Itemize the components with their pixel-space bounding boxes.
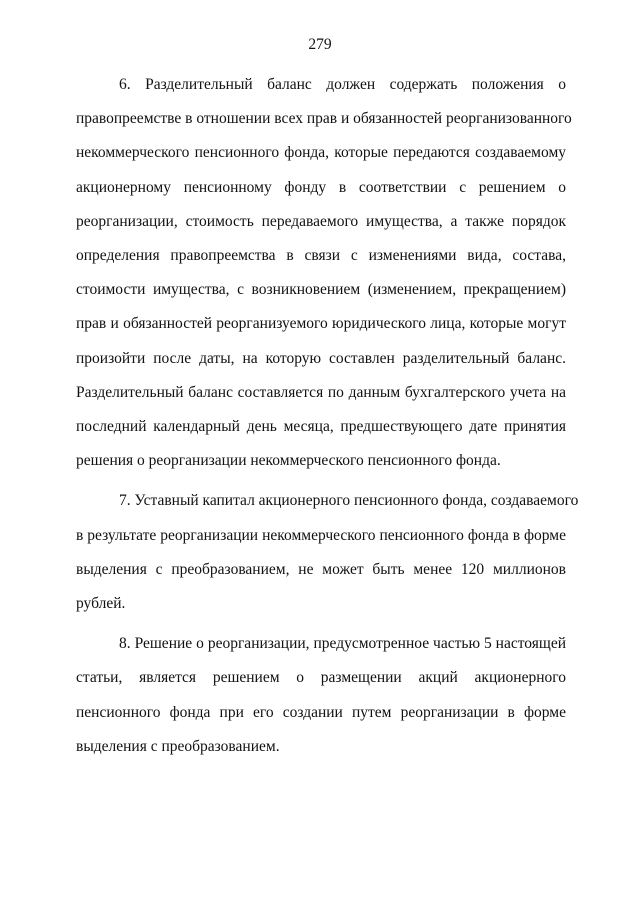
text-line: определения правопреемства в связи с изменениями вида, состава, <box>76 247 566 265</box>
text-line: стоимости имущества, с возникновением (изменением, прекращением) <box>76 281 566 299</box>
paragraph-8 <box>76 627 566 764</box>
text-line: последний календарный день месяца, предшествующего дате принятия <box>76 418 566 436</box>
text-line: 8. Решение о реорганизации, предусмотренное частью 5 настоящей <box>119 635 566 653</box>
text-line: Разделительный баланс составляется по данным бухгалтерского учета на <box>76 383 566 401</box>
text-line: выделения с преобразованием, не может быть менее 120 миллионов <box>76 560 566 578</box>
text-line: 7. Уставный капитал акционерного пенсионного фонда, создаваемого <box>119 492 579 510</box>
text-line: выделения с преобразованием. <box>76 737 280 755</box>
text-line: некоммерческого пенсионного фонда, которые передаются создаваемому <box>76 144 566 162</box>
document-body <box>76 68 579 770</box>
text-line: в результате реорганизации некоммерческого пенсионного фонда в форме <box>76 526 566 544</box>
text-line: реорганизации, стоимость передаваемого имущества, а также порядок <box>76 212 566 230</box>
text-line: решения о реорганизации некоммерческого пенсионного фонда. <box>76 452 501 470</box>
text-line: акционерному пенсионному фонду в соответствии с решением о <box>76 178 566 196</box>
text-line: прав и обязанностей реорганизуемого юридического лица, которые могут <box>76 315 566 333</box>
page-number: 279 <box>308 36 332 53</box>
paragraph-7 <box>76 484 579 621</box>
text-line: правопреемстве в отношении всех прав и обязанностей реорганизованного <box>76 110 572 128</box>
text-line: 6. Разделительный баланс должен содержать положения о <box>119 76 566 93</box>
paragraph-6 <box>76 68 572 478</box>
text-line: статьи, является решением о размещении акций акционерного <box>76 669 566 687</box>
text-line: пенсионного фонда при его создании путем реорганизации в форме <box>76 703 566 721</box>
text-line: рублей. <box>76 595 126 613</box>
text-line: произойти после даты, на которую составлен разделительный баланс. <box>76 349 566 367</box>
